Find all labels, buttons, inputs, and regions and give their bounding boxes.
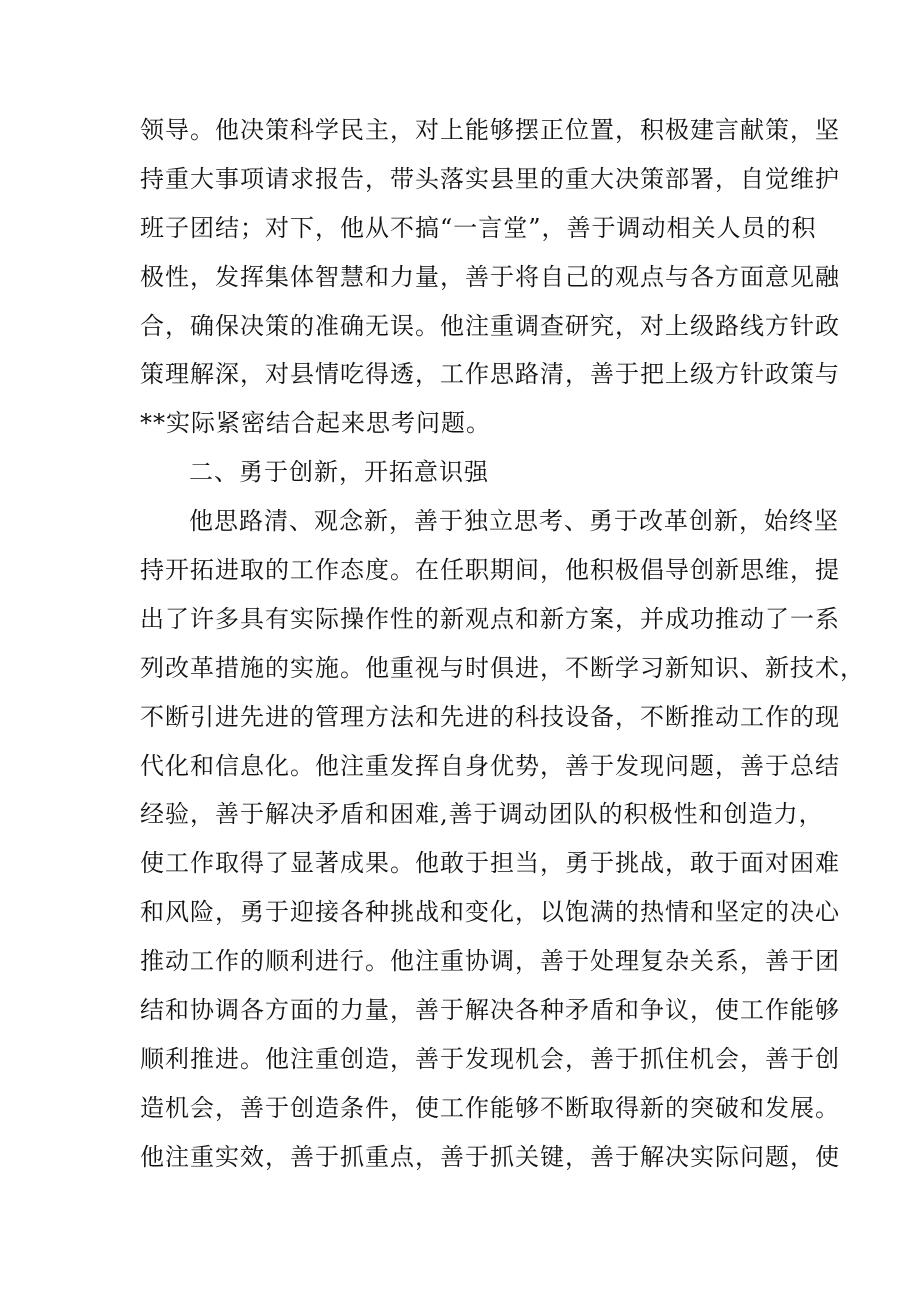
text-line: 持开拓进取的工作态度。在任职期间，他积极倡导创新思维，提 (140, 556, 840, 585)
text-line: 他注重实效，善于抓重点，善于抓关键，善于解决实际问题，使 (140, 1142, 840, 1171)
text-line: 极性，发挥集体智慧和力量，善于将自己的观点与各方面意见融 (140, 262, 840, 291)
text-line: 他思路清、观念新，善于独立思考、勇于改革创新，始终坚 (189, 507, 839, 536)
document-body (140, 106, 865, 1182)
text-line: 班子团结；对下，他从不搞“一言堂”，善于调动相关人员的积 (140, 213, 817, 242)
text-line: 列改革措施的实施。他重视与时俱进，不断学习新知识、新技术， (140, 653, 865, 682)
text-line: 造机会，善于创造条件，使工作能够不断取得新的突破和发展。 (140, 1093, 840, 1122)
text-line: 持重大事项请求报告，带头落实县里的重大决策部署，自觉维护 (140, 164, 840, 193)
text-line: **实际紧密结合起来思考问题。 (140, 409, 491, 438)
text-line: 使工作取得了显著成果。他敢于担当，勇于挑战，敢于面对困难 (140, 849, 840, 878)
text-line: 推动工作的顺利进行。他注重协调，善于处理复杂关系，善于团 (140, 947, 840, 976)
text-line: 领导。他决策科学民主，对上能够摆正位置，积极建言献策，坚 (140, 116, 840, 144)
text-line: 顺利推进。他注重创造，善于发现机会，善于抓住机会，善于创 (140, 1044, 840, 1073)
text-line: 不断引进先进的管理方法和先进的科技设备，不断推动工作的现 (140, 702, 840, 731)
text-line: 结和协调各方面的力量，善于解决各种矛盾和争议，使工作能够 (140, 996, 840, 1025)
text-line: 出了许多具有实际操作性的新观点和新方案，并成功推动了一系 (140, 604, 840, 633)
text-line: 和风险，勇于迎接各种挑战和变化，以饱满的热情和坚定的决心 (140, 898, 840, 927)
text-line: 合，确保决策的准确无误。他注重调查研究，对上级路线方针政 (140, 311, 840, 340)
text-line: 经验，善于解决矛盾和困难,善于调动团队的积极性和创造力， (140, 800, 824, 829)
section-heading: 二、勇于创新，开拓意识强 (189, 458, 489, 487)
text-line: 代化和信息化。他注重发挥自身优势，善于发现问题，善于总结 (140, 751, 840, 780)
text-line: 策理解深，对县情吃得透，工作思路清，善于把上级方针政策与 (140, 360, 840, 389)
